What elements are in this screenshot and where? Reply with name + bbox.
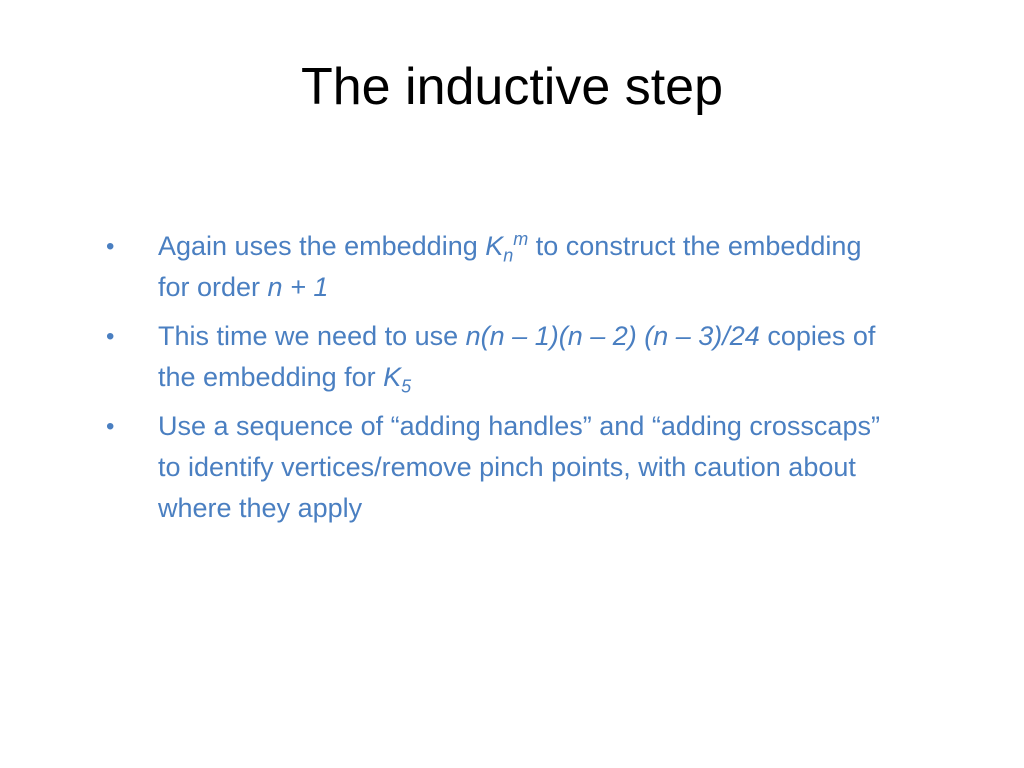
- bullet-text: copies of the embedding for: [158, 321, 876, 392]
- bullet-text: Use a sequence of “adding handles” and “adding crosscaps” to identify vertices/remove pinch points, with caution about where they apply: [158, 411, 880, 523]
- math-expression: n + 1: [267, 272, 329, 302]
- bullet-text: Again uses the embedding: [158, 231, 486, 261]
- bullet-marker: •: [106, 323, 115, 350]
- bullet-marker: •: [106, 233, 115, 260]
- bullet-item: [100, 406, 900, 529]
- bullet-text: This time we need to use: [158, 321, 466, 351]
- slide-title: The inductive step: [300, 58, 724, 116]
- math-expression: n(n – 1)(n – 2) (n – 3)/24: [465, 321, 760, 351]
- math-expression: $K_n^m$: [485, 229, 529, 266]
- bullet-item: [100, 316, 900, 398]
- math-expression: $K_5$: [383, 362, 412, 397]
- bullet-list: [100, 226, 900, 537]
- bullet-marker: •: [106, 413, 115, 440]
- bullet-item: [100, 226, 900, 308]
- bullet-text: to construct the embedding for order: [158, 231, 862, 302]
